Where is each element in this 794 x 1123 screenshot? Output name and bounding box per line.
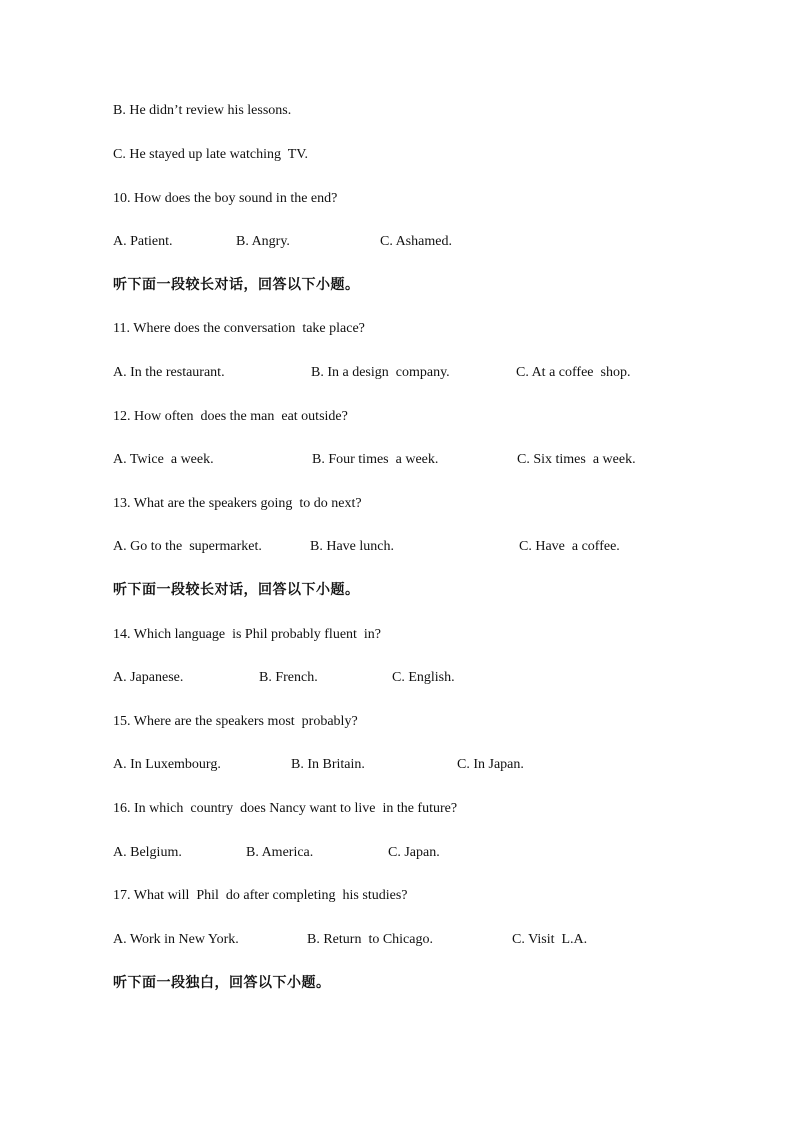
q13-option-a: A. Go to the supermarket. [113, 539, 262, 554]
q12-option-a: A. Twice a week. [113, 452, 214, 467]
section-heading-monologue: 听下面一段独白，回答以下小题。 [113, 975, 331, 991]
q11-question: 11. Where does the conversation take place? [113, 321, 365, 336]
q14-option-c: C. English. [392, 670, 455, 685]
q17-option-b: B. Return to Chicago. [307, 932, 433, 947]
q13-question: 13. What are the speakers going to do next? [113, 496, 362, 511]
q10-option-b: B. Angry. [236, 234, 290, 249]
q17-question: 17. What will Phil do after completing his studies? [113, 888, 408, 903]
q10-question: 10. How does the boy sound in the end? [113, 191, 338, 206]
q17-option-a: A. Work in New York. [113, 932, 239, 947]
q13-option-b: B. Have lunch. [310, 539, 394, 554]
q15-question: 15. Where are the speakers most probably? [113, 714, 358, 729]
q9-option-c: C. He stayed up late watching TV. [113, 147, 309, 162]
q15-option-b: B. In Britain. [291, 757, 365, 772]
q16-option-a: A. Belgium. [113, 845, 182, 860]
q11-option-b: B. In a design company. [311, 365, 450, 380]
q14-option-b: B. French. [259, 670, 318, 685]
q10-option-a: A. Patient. [113, 234, 173, 249]
q17-option-c: C. Visit L.A. [512, 932, 588, 947]
q13-option-c: C. Have a coffee. [519, 539, 620, 554]
q14-option-a: A. Japanese. [113, 670, 184, 685]
q9-option-b: B. He didn’t review his lessons. [113, 103, 292, 118]
q12-option-b: B. Four times a week. [312, 452, 439, 467]
q16-question: 16. In which country does Nancy want to live in the future? [113, 801, 458, 816]
section-heading-dialogue-2: 听下面一段较长对话，回答以下小题。 [113, 582, 360, 598]
section-heading-dialogue-1: 听下面一段较长对话，回答以下小题。 [113, 277, 360, 293]
q14-question: 14. Which language is Phil probably fluent in? [113, 627, 382, 642]
q16-option-b: B. America. [246, 845, 314, 860]
q11-option-a: A. In the restaurant. [113, 365, 225, 380]
q10-option-c: C. Ashamed. [380, 234, 452, 249]
q15-option-c: C. In Japan. [457, 757, 524, 772]
q15-option-a: A. In Luxembourg. [113, 757, 221, 772]
q16-option-c: C. Japan. [388, 845, 440, 860]
q11-option-c: C. At a coffee shop. [516, 365, 631, 380]
q12-question: 12. How often does the man eat outside? [113, 409, 348, 424]
q12-option-c: C. Six times a week. [517, 452, 636, 467]
